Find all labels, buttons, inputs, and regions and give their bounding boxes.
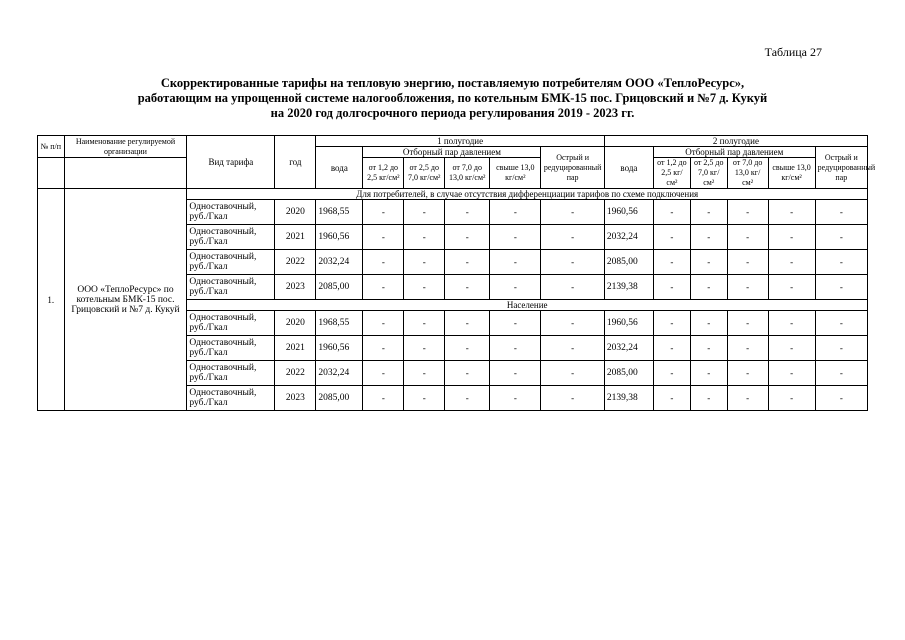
header-year: год — [275, 136, 316, 189]
dash-cell: - — [404, 200, 445, 225]
tariff-table — [37, 135, 876, 411]
dash-cell: - — [653, 361, 690, 386]
dash-cell: - — [815, 361, 867, 386]
h2-water-cell: 2032,24 — [604, 336, 653, 361]
dash-cell: - — [727, 200, 768, 225]
dash-cell: - — [815, 275, 867, 300]
dash-cell: - — [363, 311, 404, 336]
dash-cell: - — [727, 225, 768, 250]
dash-cell: - — [690, 250, 727, 275]
h2-water-cell: 2139,38 — [604, 275, 653, 300]
dash-cell: - — [363, 336, 404, 361]
dash-cell: - — [490, 386, 541, 411]
dash-cell: - — [445, 361, 490, 386]
dash-cell: - — [541, 336, 604, 361]
dash-cell: - — [768, 386, 815, 411]
dash-cell: - — [690, 386, 727, 411]
header-num: № п/п — [38, 136, 65, 158]
dash-cell: - — [768, 275, 815, 300]
dash-cell: - — [815, 311, 867, 336]
tariff-type-cell: Одноставочный, руб./Гкал — [187, 250, 275, 275]
dash-cell: - — [727, 336, 768, 361]
h1-water-cell: 2085,00 — [316, 275, 363, 300]
dash-cell: - — [768, 361, 815, 386]
dash-cell: - — [690, 225, 727, 250]
dash-cell: - — [727, 386, 768, 411]
dash-cell: - — [727, 361, 768, 386]
header-h2-steam-4: свыше 13,0 кг/см² — [768, 158, 815, 189]
h1-water-cell: 1960,56 — [316, 225, 363, 250]
dash-cell: - — [445, 386, 490, 411]
h2-water-cell: 1960,56 — [604, 200, 653, 225]
dash-cell: - — [363, 250, 404, 275]
dash-cell: - — [815, 200, 867, 225]
dash-cell: - — [363, 361, 404, 386]
year-cell: 2023 — [275, 275, 316, 300]
header-h1-steam: Отборный пар давлением — [363, 147, 541, 158]
dash-cell: - — [404, 311, 445, 336]
dash-cell: - — [815, 250, 867, 275]
dash-cell: - — [768, 200, 815, 225]
dash-cell: - — [404, 336, 445, 361]
section-label-1: Для потребителей, в случае отсутствия дифференциации тарифов по схеме подключения — [187, 189, 868, 200]
year-cell: 2021 — [275, 225, 316, 250]
dash-cell: - — [445, 275, 490, 300]
header-h2-steam-2: от 2,5 до 7,0 кг/см² — [690, 158, 727, 189]
dash-cell: - — [445, 336, 490, 361]
dash-cell: - — [404, 275, 445, 300]
header-h2-steam: Отборный пар давлением — [653, 147, 815, 158]
header-h2-steam-3: от 7,0 до 13,0 кг/см² — [727, 158, 768, 189]
dash-cell: - — [541, 361, 604, 386]
dash-cell: - — [490, 336, 541, 361]
dash-cell: - — [541, 311, 604, 336]
dash-cell: - — [363, 275, 404, 300]
dash-cell: - — [445, 311, 490, 336]
h1-water-cell: 1968,55 — [316, 200, 363, 225]
header-h2-steam-1: от 1,2 до 2,5 кг/см² — [653, 158, 690, 189]
dash-cell: - — [445, 200, 490, 225]
dash-cell: - — [690, 200, 727, 225]
title-line-2: работающим на упрощенной системе налогообложения, по котельным БМК-15 пос. Грицовский и №7 д. Кукуй — [137, 91, 768, 105]
tariff-type-cell: Одноставочный, руб./Гкал — [187, 361, 275, 386]
year-cell: 2020 — [275, 311, 316, 336]
h1-water-cell: 2032,24 — [316, 250, 363, 275]
h1-water-cell: 1968,55 — [316, 311, 363, 336]
dash-cell: - — [541, 225, 604, 250]
header-h1-sharp: Острый и редуцированный пар — [541, 147, 604, 189]
dash-cell: - — [404, 250, 445, 275]
title-line-1: Скорректированные тарифы на тепловую энергию, поставляемую потребителям ООО «ТеплоРесурс», — [160, 76, 745, 90]
dash-cell: - — [653, 250, 690, 275]
header-h1-steam-4: свыше 13,0 кг/см² — [490, 158, 541, 189]
header-half1: 1 полугодие — [316, 136, 605, 147]
year-cell: 2022 — [275, 250, 316, 275]
header-h2-sharp: Острый и редуцированный пар — [815, 147, 867, 189]
year-cell: 2021 — [275, 336, 316, 361]
dash-cell: - — [490, 250, 541, 275]
h1-water-cell: 2032,24 — [316, 361, 363, 386]
header-org-spacer — [64, 158, 187, 189]
h2-water-cell: 1960,56 — [604, 311, 653, 336]
dash-cell: - — [690, 311, 727, 336]
document-title — [0, 76, 905, 121]
table-number: Таблица 27 — [764, 45, 822, 59]
dash-cell: - — [768, 225, 815, 250]
dash-cell: - — [445, 225, 490, 250]
header-tariff-type: Вид тарифа — [187, 136, 275, 189]
dash-cell: - — [541, 200, 604, 225]
year-cell: 2023 — [275, 386, 316, 411]
dash-cell: - — [404, 361, 445, 386]
dash-cell: - — [653, 225, 690, 250]
dash-cell: - — [690, 336, 727, 361]
dash-cell: - — [690, 275, 727, 300]
h1-water-cell: 2085,00 — [316, 386, 363, 411]
header-h1-steam-1: от 1,2 до 2,5 кг/см² — [363, 158, 404, 189]
tariff-type-cell: Одноставочный, руб./Гкал — [187, 336, 275, 361]
dash-cell: - — [768, 336, 815, 361]
dash-cell: - — [445, 250, 490, 275]
organization-name: ООО «ТеплоРесурс» по котельным БМК-15 пос. Грицовский и №7 д. Кукуй — [64, 189, 187, 411]
header-h2-water: вода — [604, 147, 653, 189]
dash-cell: - — [727, 275, 768, 300]
tariff-type-cell: Одноставочный, руб./Гкал — [187, 386, 275, 411]
dash-cell: - — [541, 250, 604, 275]
dash-cell: - — [404, 386, 445, 411]
h2-water-cell: 2032,24 — [604, 225, 653, 250]
dash-cell: - — [815, 225, 867, 250]
h2-water-cell: 2085,00 — [604, 250, 653, 275]
h1-water-cell: 1960,56 — [316, 336, 363, 361]
dash-cell: - — [490, 361, 541, 386]
dash-cell: - — [727, 250, 768, 275]
header-h1-steam-3: от 7,0 до 13,0 кг/см² — [445, 158, 490, 189]
dash-cell: - — [768, 311, 815, 336]
title-line-3: на 2020 год долгосрочного периода регулирования 2019 - 2023 гг. — [270, 106, 635, 120]
header-org: Наименование регулируемой организации — [64, 136, 187, 158]
dash-cell: - — [490, 200, 541, 225]
dash-cell: - — [363, 386, 404, 411]
year-cell: 2020 — [275, 200, 316, 225]
dash-cell: - — [815, 386, 867, 411]
dash-cell: - — [653, 200, 690, 225]
header-h1-water: вода — [316, 147, 363, 189]
dash-cell: - — [490, 275, 541, 300]
tariff-type-cell: Одноставочный, руб./Гкал — [187, 311, 275, 336]
header-half2: 2 полугодие — [604, 136, 867, 147]
dash-cell: - — [541, 386, 604, 411]
tariff-type-cell: Одноставочный, руб./Гкал — [187, 225, 275, 250]
header-h1-steam-2: от 2,5 до 7,0 кг/см² — [404, 158, 445, 189]
row-number: 1. — [38, 189, 65, 411]
tariff-type-cell: Одноставочный, руб./Гкал — [187, 275, 275, 300]
tariff-type-cell: Одноставочный, руб./Гкал — [187, 200, 275, 225]
dash-cell: - — [815, 336, 867, 361]
year-cell: 2022 — [275, 361, 316, 386]
dash-cell: - — [653, 275, 690, 300]
dash-cell: - — [490, 311, 541, 336]
dash-cell: - — [653, 336, 690, 361]
dash-cell: - — [541, 275, 604, 300]
dash-cell: - — [690, 361, 727, 386]
h2-water-cell: 2139,38 — [604, 386, 653, 411]
dash-cell: - — [653, 386, 690, 411]
dash-cell: - — [653, 311, 690, 336]
section-label-2: Население — [187, 300, 868, 311]
dash-cell: - — [727, 311, 768, 336]
dash-cell: - — [404, 225, 445, 250]
dash-cell: - — [490, 225, 541, 250]
header-num-spacer — [38, 158, 65, 189]
h2-water-cell: 2085,00 — [604, 361, 653, 386]
dash-cell: - — [363, 225, 404, 250]
dash-cell: - — [768, 250, 815, 275]
dash-cell: - — [363, 200, 404, 225]
